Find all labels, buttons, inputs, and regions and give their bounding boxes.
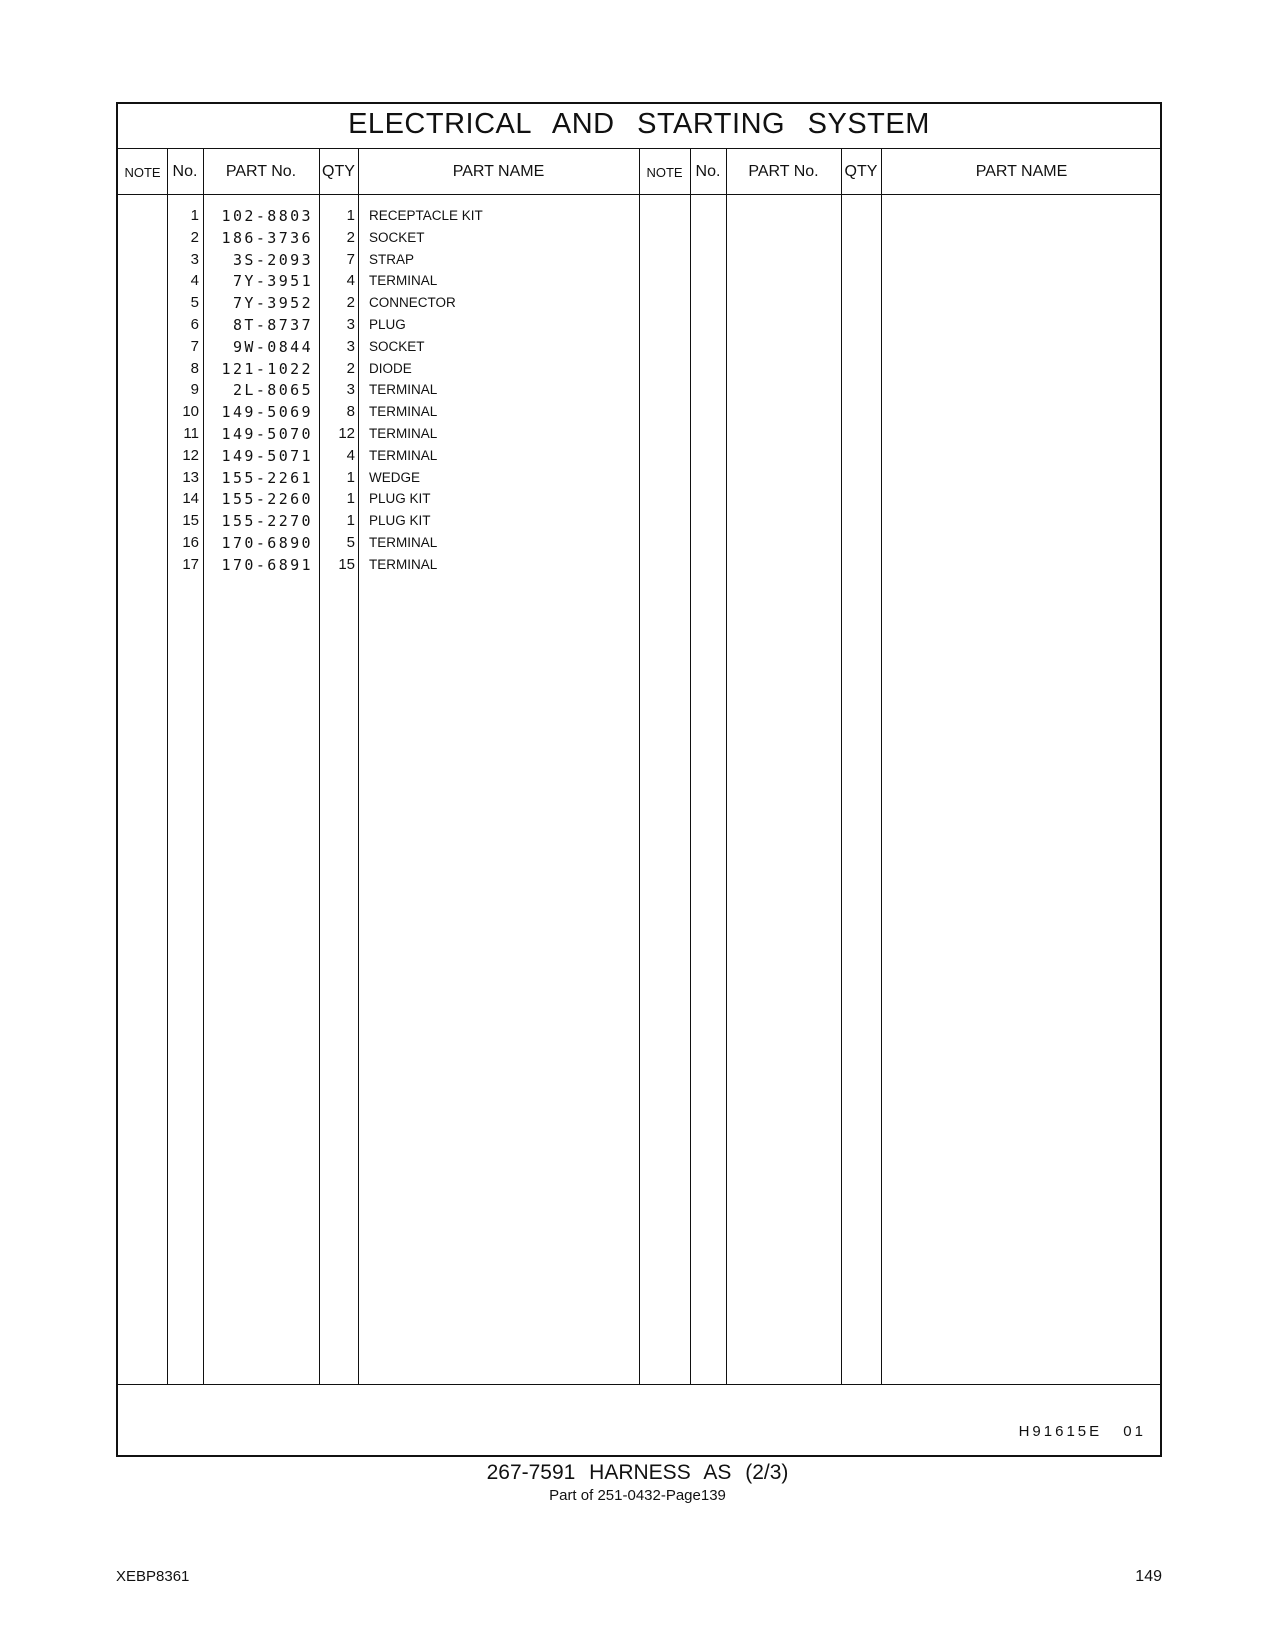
part-number: 2L-8065	[232, 381, 313, 400]
part-item-number: 12	[182, 446, 199, 464]
part-number: 186-3736	[221, 228, 313, 247]
col-rule	[881, 148, 882, 1384]
part-name: TERMINAL	[369, 404, 438, 420]
part-name: PLUG KIT	[369, 513, 431, 529]
part-quantity: 5	[346, 534, 355, 551]
part-number: 9W-0844	[232, 337, 313, 356]
document-code: XEBP8361	[116, 1568, 190, 1585]
part-item-number: 10	[182, 403, 199, 421]
part-name: RECEPTACLE KIT	[369, 208, 483, 223]
part-number: 3S-2093	[232, 250, 313, 269]
part-quantity: 1	[346, 512, 355, 530]
part-number: 149-5070	[221, 425, 313, 443]
footer-divider	[118, 1384, 1160, 1385]
part-quantity: 3	[346, 337, 355, 355]
caption-title: 267-7591 HARNESS AS (2/3)	[486, 1461, 789, 1484]
part-number: 8T-8737	[232, 316, 313, 334]
header-note: NOTE	[646, 164, 683, 180]
part-number: 170-6890	[221, 534, 313, 552]
part-item-number: 6	[190, 316, 199, 333]
part-name: TERMINAL	[369, 556, 438, 572]
col-rule	[841, 148, 842, 1384]
part-name: CONNECTOR	[369, 295, 456, 311]
part-number: 121-1022	[221, 359, 313, 378]
part-name: STRAP	[369, 251, 415, 267]
part-item-number: 16	[182, 534, 199, 551]
part-item-number: 3	[190, 250, 199, 268]
col-rule	[690, 148, 691, 1384]
part-quantity: 1	[346, 207, 355, 224]
part-item-number: 15	[182, 512, 199, 530]
part-quantity: 4	[346, 272, 355, 290]
part-item-number: 9	[190, 381, 199, 399]
part-quantity: 2	[346, 228, 355, 246]
header-part-no: PART No.	[748, 163, 819, 180]
parts-list-frame	[116, 102, 1162, 1457]
header-qty: QTY	[844, 163, 878, 180]
header-note: NOTE	[124, 164, 161, 180]
part-quantity: 2	[346, 294, 355, 312]
part-item-number: 5	[190, 294, 199, 312]
part-number: 155-2260	[221, 490, 313, 509]
part-item-number: 4	[190, 272, 199, 290]
part-quantity: 1	[346, 468, 355, 486]
header-no: No.	[172, 163, 198, 180]
part-quantity: 1	[346, 490, 355, 508]
part-item-number: 1	[190, 207, 199, 224]
header-no: No.	[695, 163, 721, 180]
part-number: 155-2261	[221, 468, 313, 487]
part-number: 7Y-3952	[232, 294, 313, 313]
part-name: PLUG KIT	[369, 491, 431, 507]
part-name: TERMINAL	[369, 273, 438, 289]
col-rule	[358, 148, 359, 1384]
header-qty: QTY	[322, 163, 355, 180]
part-quantity: 15	[338, 555, 355, 573]
part-name: DIODE	[369, 360, 412, 376]
col-rule	[726, 148, 727, 1384]
part-name: SOCKET	[369, 229, 425, 245]
part-name: TERMINAL	[369, 426, 438, 441]
part-quantity: 8	[346, 403, 355, 421]
section-title: ELECTRICAL AND STARTING SYSTEM	[348, 108, 930, 140]
part-item-number: 8	[190, 359, 199, 377]
part-number: 170-6891	[221, 555, 313, 574]
part-name: TERMINAL	[369, 535, 438, 550]
part-number: 149-5071	[221, 446, 313, 465]
part-number: 7Y-3951	[232, 272, 313, 291]
header-part-no: PART No.	[225, 163, 297, 180]
part-quantity: 3	[346, 316, 355, 333]
header-part-name: PART NAME	[975, 163, 1068, 180]
part-name: TERMINAL	[369, 382, 438, 398]
header-part-name: PART NAME	[452, 163, 545, 180]
part-quantity: 4	[346, 446, 355, 464]
part-name: WEDGE	[369, 469, 421, 485]
page-number: 149	[1135, 1568, 1162, 1585]
part-name: PLUG	[369, 317, 406, 332]
part-quantity: 2	[346, 359, 355, 377]
drawing-code: H91615E 01	[1018, 1423, 1146, 1440]
caption-subtitle: Part of 251-0432-Page139	[549, 1487, 726, 1504]
part-item-number: 17	[182, 555, 199, 573]
part-item-number: 14	[182, 490, 199, 508]
part-quantity: 7	[346, 250, 355, 268]
part-number: 149-5069	[221, 403, 313, 422]
col-rule	[639, 148, 640, 1384]
part-item-number: 2	[190, 228, 199, 246]
part-item-number: 13	[182, 468, 199, 486]
part-number: 102-8803	[221, 207, 313, 225]
part-quantity: 12	[338, 425, 355, 442]
part-number: 155-2270	[221, 512, 313, 531]
part-item-number: 7	[190, 337, 199, 355]
part-item-number: 11	[183, 425, 199, 442]
part-quantity: 3	[346, 381, 355, 399]
part-name: SOCKET	[369, 338, 425, 354]
part-name: TERMINAL	[369, 447, 438, 463]
